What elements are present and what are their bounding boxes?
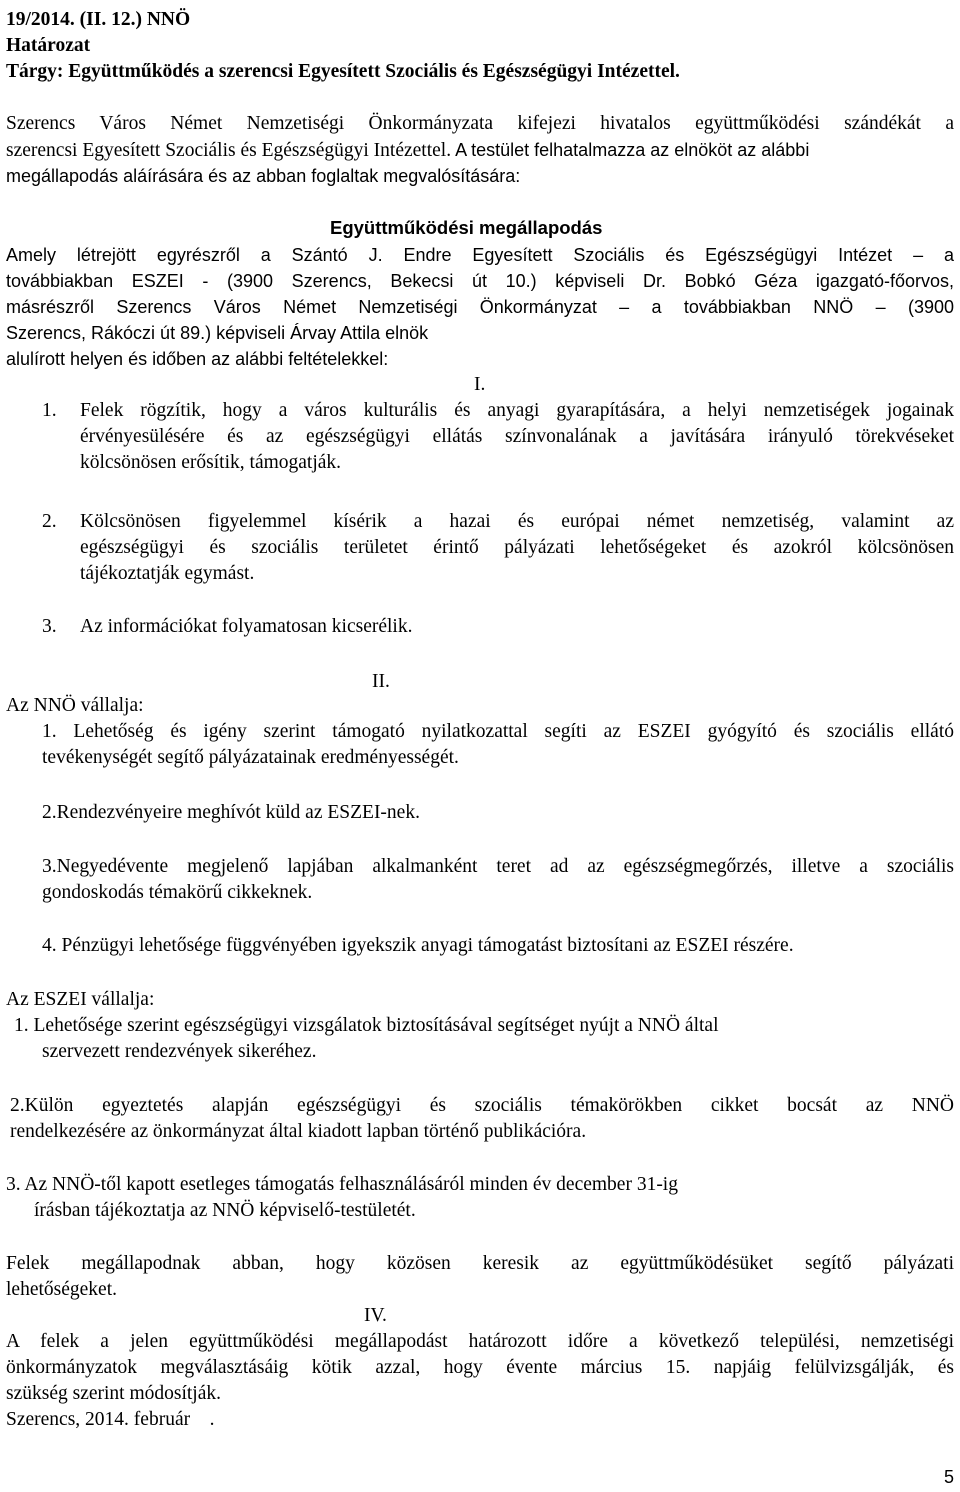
item-1-line-3: kölcsönösen erősítik, támogatják. (80, 452, 342, 473)
document-subject: Tárgy: Együttműködés a szerencsi Egyesített Szociális és Egészségügyi Intézettel. (6, 61, 680, 82)
intro-line-1: Szerencs Város Német Nemzetiségi Önkormányzata kifejezi hivatalos együttműködési szándékát a (6, 113, 954, 134)
term-line-2: önkormányzatok megválasztásáig kötik azzal, hogy évente március 15. napjáig felülvizsgálják, és (6, 1357, 954, 1378)
item-1-number: 1. (42, 400, 57, 421)
eszei-item-3-line-2: írásban tájékoztatja az NNÖ képviselő-testületét. (34, 1200, 416, 1221)
section-heading-2: II. (372, 671, 390, 692)
agreement-title: Együttműködési megállapodás (330, 217, 603, 238)
nno-item-3-line-2: gondoskodás témakörű cikkeknek. (42, 882, 313, 903)
agreement-line-4: Szerencs, Rákóczi út 89.) képviseli Árvay Attila elnök (6, 323, 429, 343)
eszei-item-1-line-1: 1. Lehetősége szerint egészségügyi vizsgálatok biztosításával segítséget nyújt a NNÖ által (14, 1015, 719, 1036)
joint-paragraph-line-2: lehetőségeket. (6, 1279, 117, 1300)
nno-item-1-line-2: tevékenységét segítő pályázatainak eredményességét. (42, 747, 459, 768)
page-number: 5 (943, 1467, 954, 1487)
item-1-line-2: érvényesülésére és az egészségügyi ellátás színvonalának a javítására irányuló törekvéseket (80, 426, 954, 447)
item-2-line-2: egészségügyi és szociális területet érintő pályázati lehetőségeket és azokról kölcsönösen (80, 537, 954, 558)
item-3-line-1: Az információkat folyamatosan kicserélik. (80, 616, 413, 637)
agreement-line-3: másrészről Szerencs Város Német Nemzetiségi Önkormányzat – a továbbiakban NNÖ – (3900 (6, 297, 954, 317)
section-heading-4: IV. (364, 1305, 387, 1326)
resolution-number: 19/2014. (II. 12.) NNÖ (6, 9, 191, 30)
agreement-line-2: továbbiakban ESZEI - (3900 Szerencs, Bekecsi út 10.) képviseli Dr. Bobkó Géza igazgató-főorvos, (6, 271, 954, 291)
term-line-1: A felek a jelen együttműködési megállapodást határozott időre a következő települési, nemzetiségi (6, 1331, 954, 1352)
joint-paragraph-line-1: Felek megállapodnak abban, hogy közösen keresik az együttműködésüket segítő pályázati (6, 1253, 954, 1274)
eszei-item-2-line-1: 2.Külön egyeztetés alapján egészségügyi és szociális témakörökben cikket bocsát az NNÖ (10, 1095, 954, 1116)
item-1-line-1: Felek rögzítik, hogy a város kulturális és anyagi gyarapítására, a helyi nemzetiségek jogainak (80, 400, 954, 421)
agreement-line-5: alulírott helyen és időben az alábbi feltételekkel: (6, 349, 389, 369)
document-type: Határozat (6, 35, 91, 56)
intro-line-3: megállapodás aláírására és az abban foglaltak megvalósítására: (6, 166, 521, 186)
item-3-number: 3. (42, 616, 57, 637)
eszei-item-2-line-2: rendelkezésére az önkormányzat által kiadott lapban történő publikációra. (10, 1121, 587, 1142)
term-line-3: szükség szerint módosítják. (6, 1383, 222, 1404)
section-heading-1: I. (474, 374, 486, 395)
eszei-commitments-title: Az ESZEI vállalja: (6, 989, 155, 1010)
eszei-item-3-line-1: 3. Az NNÖ-től kapott esetleges támogatás felhasználásáról minden év december 31-ig (6, 1174, 678, 1195)
agreement-line-1: Amely létrejött egyrészről a Szántó J. Endre Egyesített Szociális és Egészségügyi Intézet – a (6, 245, 954, 265)
nno-item-3-line-1: 3.Negyedévente megjelenő lapjában alkalmanként teret ad az egészségmegőrzés, illetve a szociális (42, 856, 954, 877)
place-and-date: Szerencs, 2014. február . (6, 1409, 215, 1430)
item-2-line-1: Kölcsönösen figyelemmel kísérik a hazai és európai német nemzetiség, valamint az (80, 511, 954, 532)
eszei-item-1-line-2: szervezett rendezvények sikeréhez. (42, 1041, 317, 1062)
intro-line-2-sans: A testület felhatalmazza az elnököt az alábbi (451, 140, 810, 160)
intro-line-2 (6, 137, 954, 164)
nno-item-2: 2.Rendezvényeire meghívót küld az ESZEI-nek. (42, 802, 420, 823)
item-2-line-3: tájékoztatják egymást. (80, 563, 255, 584)
nno-item-1-line-1: 1. Lehetőség és igény szerint támogató nyilatkozattal segíti az ESZEI gyógyító és szociális ellátó (42, 721, 954, 742)
nno-commitments-title: Az NNÖ vállalja: (6, 695, 144, 716)
nno-item-4: 4. Pénzügyi lehetősége függvényében igyekszik anyagi támogatást biztosítani az ESZEI részére. (42, 935, 794, 956)
intro-line-2-serif: szerencsi Egyesített Szociális és Egészségügyi Intézettel. (6, 140, 452, 161)
item-2-number: 2. (42, 511, 57, 532)
